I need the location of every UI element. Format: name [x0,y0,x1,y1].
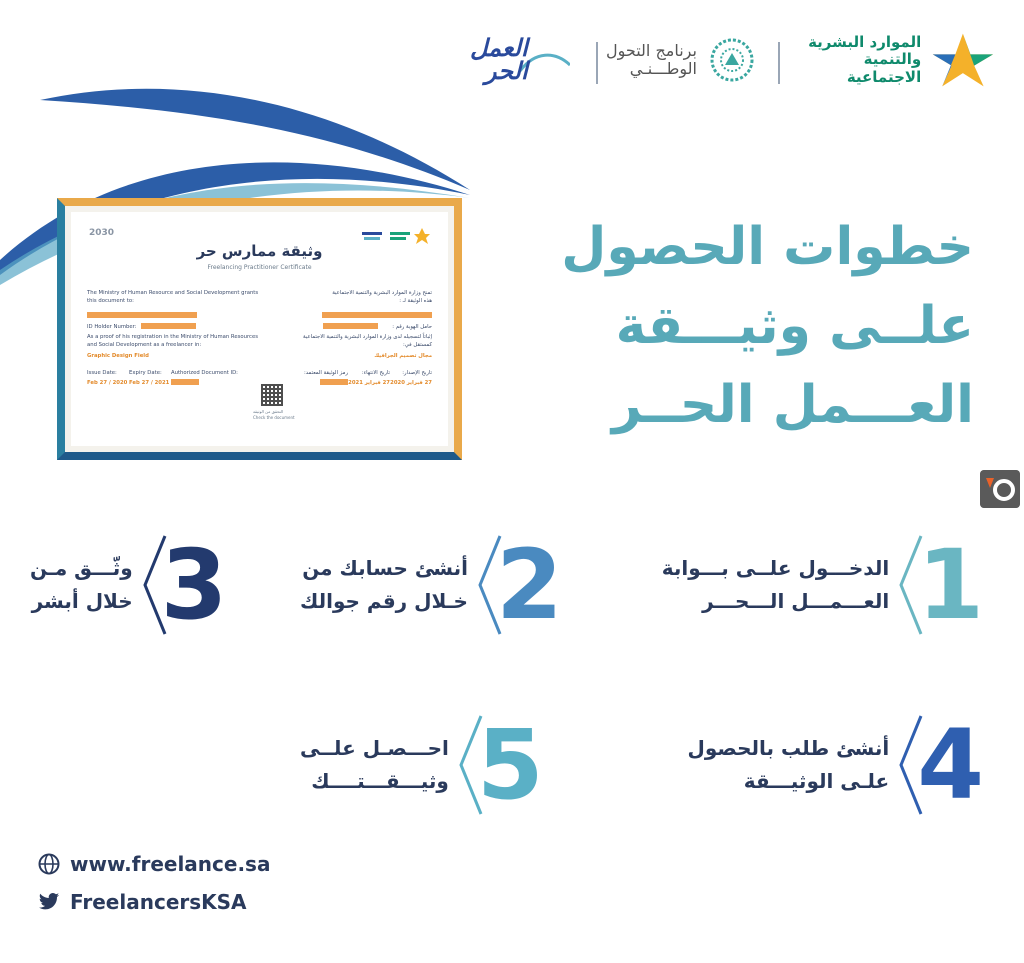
cert-proof-en-2: and Social Development as a freelancer in: [87,342,202,348]
cert-issue-value: Feb 27 / 2020 [87,380,128,386]
globe-icon [38,853,60,875]
cert-expiry-value: Feb 27 / 2021 [129,380,170,386]
step-5-number: 5 [476,709,544,821]
footer-website[interactable] [38,852,270,876]
step-2-number: 2 [495,529,563,641]
certificate-subtitle: Freelancing Practitioner Certificate [207,264,312,271]
cert-auth-ar: رمز الوثيقة المعتمد: [303,370,348,376]
step-1 [662,530,984,640]
cert-id-en: ID Holder Number: [87,324,137,330]
step-3-line2: خلال أبشر [31,589,133,613]
chevron-icon [141,530,169,640]
header-divider [596,42,598,84]
cert-grant-en-2: this document to: [87,298,134,304]
certificate-title: وثيقة ممارس حر [196,242,323,260]
main-title-line2: علــى وثيـــقة [615,296,974,357]
main-title-line1: خطوات الحصول [561,217,974,277]
cert-proof-ar-2: كمستقل في: [402,342,432,348]
step-5-text [300,732,449,798]
ntp-name-line2: الوطـــنـي [629,59,697,78]
redacted-id [141,323,196,329]
cert-proof-ar: إثباتاً لتسجيله لدى وزارة الموارد البشرية والتنمية الاجتماعية [303,334,432,340]
freelance-name-line2: الحر [484,57,528,85]
cert-grant-ar-2: هذه الوثيقة لـ : [399,298,432,304]
cert-field-en: Graphic Design Field [87,353,149,359]
qr-code [261,384,283,406]
cert-grant-en: The Ministry of Human Resource and Social Development grants [87,290,259,296]
main-title [544,208,974,445]
national-transformation-logo [606,30,766,90]
website-link[interactable]: www.freelance.sa [70,852,271,876]
ministry-star-icon [929,28,997,92]
step-1-line1: الدخـــول علــى بـــوابة [661,556,890,580]
step-5-line1: احـــصـل علــى [300,736,449,760]
cert-verify-en: Check the document [253,415,295,420]
step-3-line1: وثّـــق مـن [30,556,133,580]
step-5-line2: وثيـــقـــتــــك [311,769,449,793]
step-2-text [300,552,468,618]
cert-issue-ar: تاريخ الإصدار: [402,370,432,376]
step-3 [30,530,227,640]
cert-expiry-ar-value: 27 فبراير 2021 [348,380,390,386]
step-1-number: 1 [917,529,984,641]
chevron-icon [897,530,925,640]
vision-2030-logo: 2030 [89,228,115,238]
footer-twitter[interactable] [38,890,247,914]
cert-proof-en: As a proof of his registration in the Ministry of Human Resources [87,334,258,340]
step-4-line2: علـى الوثيـــقة [743,769,890,793]
step-4-line1: أنشئ طلب بالحصول [687,736,890,760]
cert-grant-ar: تمنح وزارة الموارد البشرية والتنمية الاجتماعية [332,290,432,296]
ministry-name-line1: الموارد البشرية [808,33,922,52]
freelance-name-line1: العمل [470,34,528,63]
step-4 [688,710,985,820]
cert-issue-label: Issue Date: [87,370,117,376]
step-2-line2: خـلال رقم جوالك [300,589,468,613]
step-5 [300,710,544,820]
twitter-handle[interactable]: FreelancersKSA [70,890,247,914]
cert-expiry-label: Expiry Date: [129,370,162,376]
freelance-logo [470,30,580,90]
redacted-auth-ar [320,379,348,385]
redacted-name [87,312,197,318]
corner-watermark-icon [980,470,1020,508]
cert-id-ar: حامل الهوية رقم : [392,324,432,330]
step-1-line2: العـــمـــل الـــحـــر [702,589,890,613]
step-2-line1: أنشئ حسابك من [302,556,468,580]
cert-expiry-ar: تاريخ الانتهاء: [361,370,390,376]
ntp-name-line1: برنامج التحول [606,40,697,60]
twitter-icon [38,892,60,912]
chevron-icon [476,530,504,640]
step-1-text [662,552,889,618]
ministry-logo [792,30,997,90]
ministry-name-line2: والتنمية الاجتماعية [846,50,922,86]
step-3-number: 3 [160,529,228,641]
step-4-text [688,732,890,798]
step-3-text [30,552,133,618]
main-title-line3: العـــمل الحــر [611,375,974,436]
redacted-name-ar [322,312,432,318]
cert-issue-ar-value: 27 فبراير 2020 [390,380,432,386]
cert-field-ar: مجال تصميم الجرافيك [374,353,432,359]
chevron-icon [897,710,925,820]
redacted-auth [171,379,199,385]
cert-auth-label: Authorized Document ID: [171,370,238,376]
certificate-preview [57,198,462,460]
step-4-number: 4 [917,709,984,821]
ntp-emblem-icon [707,35,757,85]
step-2 [300,530,563,640]
cert-verify-ar: التحقق من الوثيقة [253,409,284,414]
redacted-id-ar [323,323,378,329]
chevron-icon [457,710,485,820]
header-divider [778,42,780,84]
